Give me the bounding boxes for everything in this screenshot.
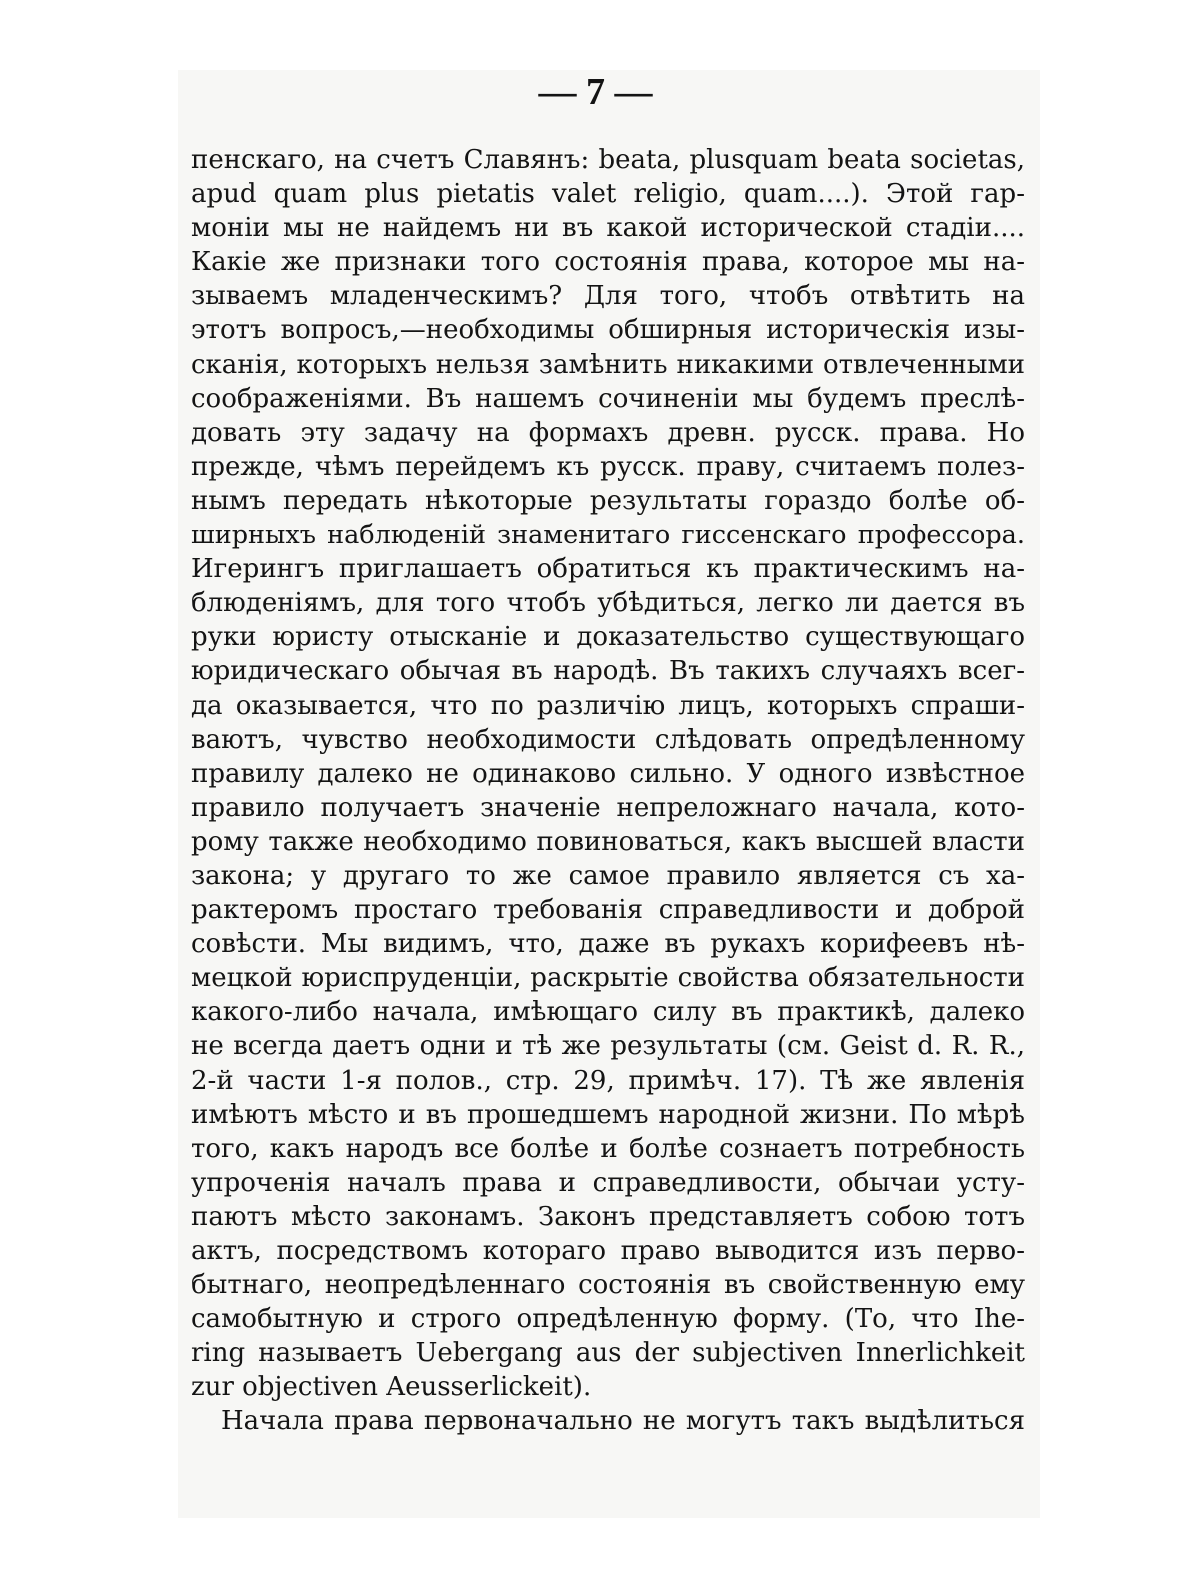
text-line: ширныхъ наблюденій знаменитаго гиссенскаго профессора. <box>191 520 1025 551</box>
text-line: не всегда даетъ одни и тѣ же результаты (см. Geist d. R. R., <box>191 1031 1025 1062</box>
text-line: какого-либо начала, имѣющаго силу въ практикѣ, далеко <box>191 997 1025 1028</box>
text-line: актъ, посредствомъ котораго право выводится изъ перво- <box>191 1236 1025 1266</box>
body-text <box>191 143 1025 1439</box>
text-line: соображеніями. Въ нашемъ сочиненіи мы будемъ преслѣ- <box>191 383 1025 414</box>
text-line: блюденіямъ, для того чтобъ убѣдиться, легко ли дается въ <box>191 588 1025 619</box>
text-line: закона; у другаго то же самое правило является съ ха- <box>191 860 1025 891</box>
text-line: да оказывается, что по различію лицъ, которыхъ спраши- <box>191 690 1025 721</box>
paragraph-start-line: Начала права первоначально не могутъ такъ выдѣлиться <box>221 1406 1025 1437</box>
text-line: самобытную и строго опредѣленную форму. (То, что Ihe- <box>191 1304 1025 1335</box>
text-line: нымъ передать нѣкоторые результаты гораздо болѣе об- <box>191 485 1025 516</box>
text-line: ваютъ, чувство необходимости слѣдовать опредѣленному <box>191 724 1025 755</box>
page-number: — 7 — <box>538 71 653 113</box>
text-line: довать эту задачу на формахъ древн. русск. права. Но <box>191 417 1025 448</box>
text-line: бытнаго, неопредѣленнаго состоянія въ свойственную ему <box>191 1270 1025 1301</box>
text-line: рактеромъ простаго требованія справедливости и доброй <box>191 895 1025 926</box>
text-line: Игерингъ приглашаетъ обратиться къ практическимъ на- <box>191 554 1025 585</box>
text-line: паютъ мѣсто законамъ. Законъ представляетъ собою тотъ <box>191 1201 1025 1232</box>
text-line: мецкой юриспруденціи, раскрытіе свойства обязательности <box>191 963 1025 994</box>
text-line: прежде, чѣмъ перейдемъ къ русск. праву, считаемъ полез- <box>191 451 1025 482</box>
text-line: руки юристу отысканіе и доказательство существующаго <box>191 622 1025 653</box>
paragraph-end-line: zur objectiven Aeusserlickeit). <box>191 1372 592 1403</box>
text-line: упроченія началъ права и справедливости, обычаи усту- <box>191 1167 1025 1198</box>
text-line: apud quam plus pietatis valet religio, quam....). Этой гар- <box>191 179 1025 210</box>
text-line: сканія, которыхъ нельзя замѣнить никакими отвлеченными <box>191 349 1025 380</box>
text-line: ring называетъ Uebergang aus der subjectiven Innerlichkeit <box>191 1338 1025 1369</box>
text-line: правилу далеко не одинаково сильно. У одного извѣстное <box>191 758 1025 789</box>
text-line: юридическаго обычая въ народѣ. Въ такихъ случаяхъ всег- <box>191 656 1025 687</box>
text-line: Какіе же признаки того состоянія права, которое мы на- <box>191 247 1025 278</box>
text-line: имѣютъ мѣсто и въ прошедшемъ народной жизни. По мѣрѣ <box>191 1099 1025 1130</box>
text-line: 2-й части 1-я полов., стр. 29, примѣч. 17). Тѣ же явленія <box>191 1065 1025 1096</box>
text-line: этотъ вопросъ,—необходимы обширныя историческія изы- <box>191 315 1025 346</box>
text-line: того, какъ народъ все болѣе и болѣе сознаетъ потребность <box>191 1133 1025 1164</box>
text-line: рому также необходимо повиноваться, какъ высшей власти <box>191 826 1025 857</box>
text-line: совѣсти. Мы видимъ, что, даже въ рукахъ корифеевъ нѣ- <box>191 929 1025 960</box>
text-line: зываемъ младенческимъ? Для того, чтобъ отвѣтить на <box>191 281 1025 312</box>
text-line: правило получаетъ значеніе непреложнаго начала, кото- <box>191 792 1025 823</box>
text-line: моніи мы не найдемъ ни въ какой исторической стадіи.... <box>191 213 1025 244</box>
text-line: пенскаго, на счетъ Славянъ: beata, plusquam beata societas, <box>191 145 1025 175</box>
